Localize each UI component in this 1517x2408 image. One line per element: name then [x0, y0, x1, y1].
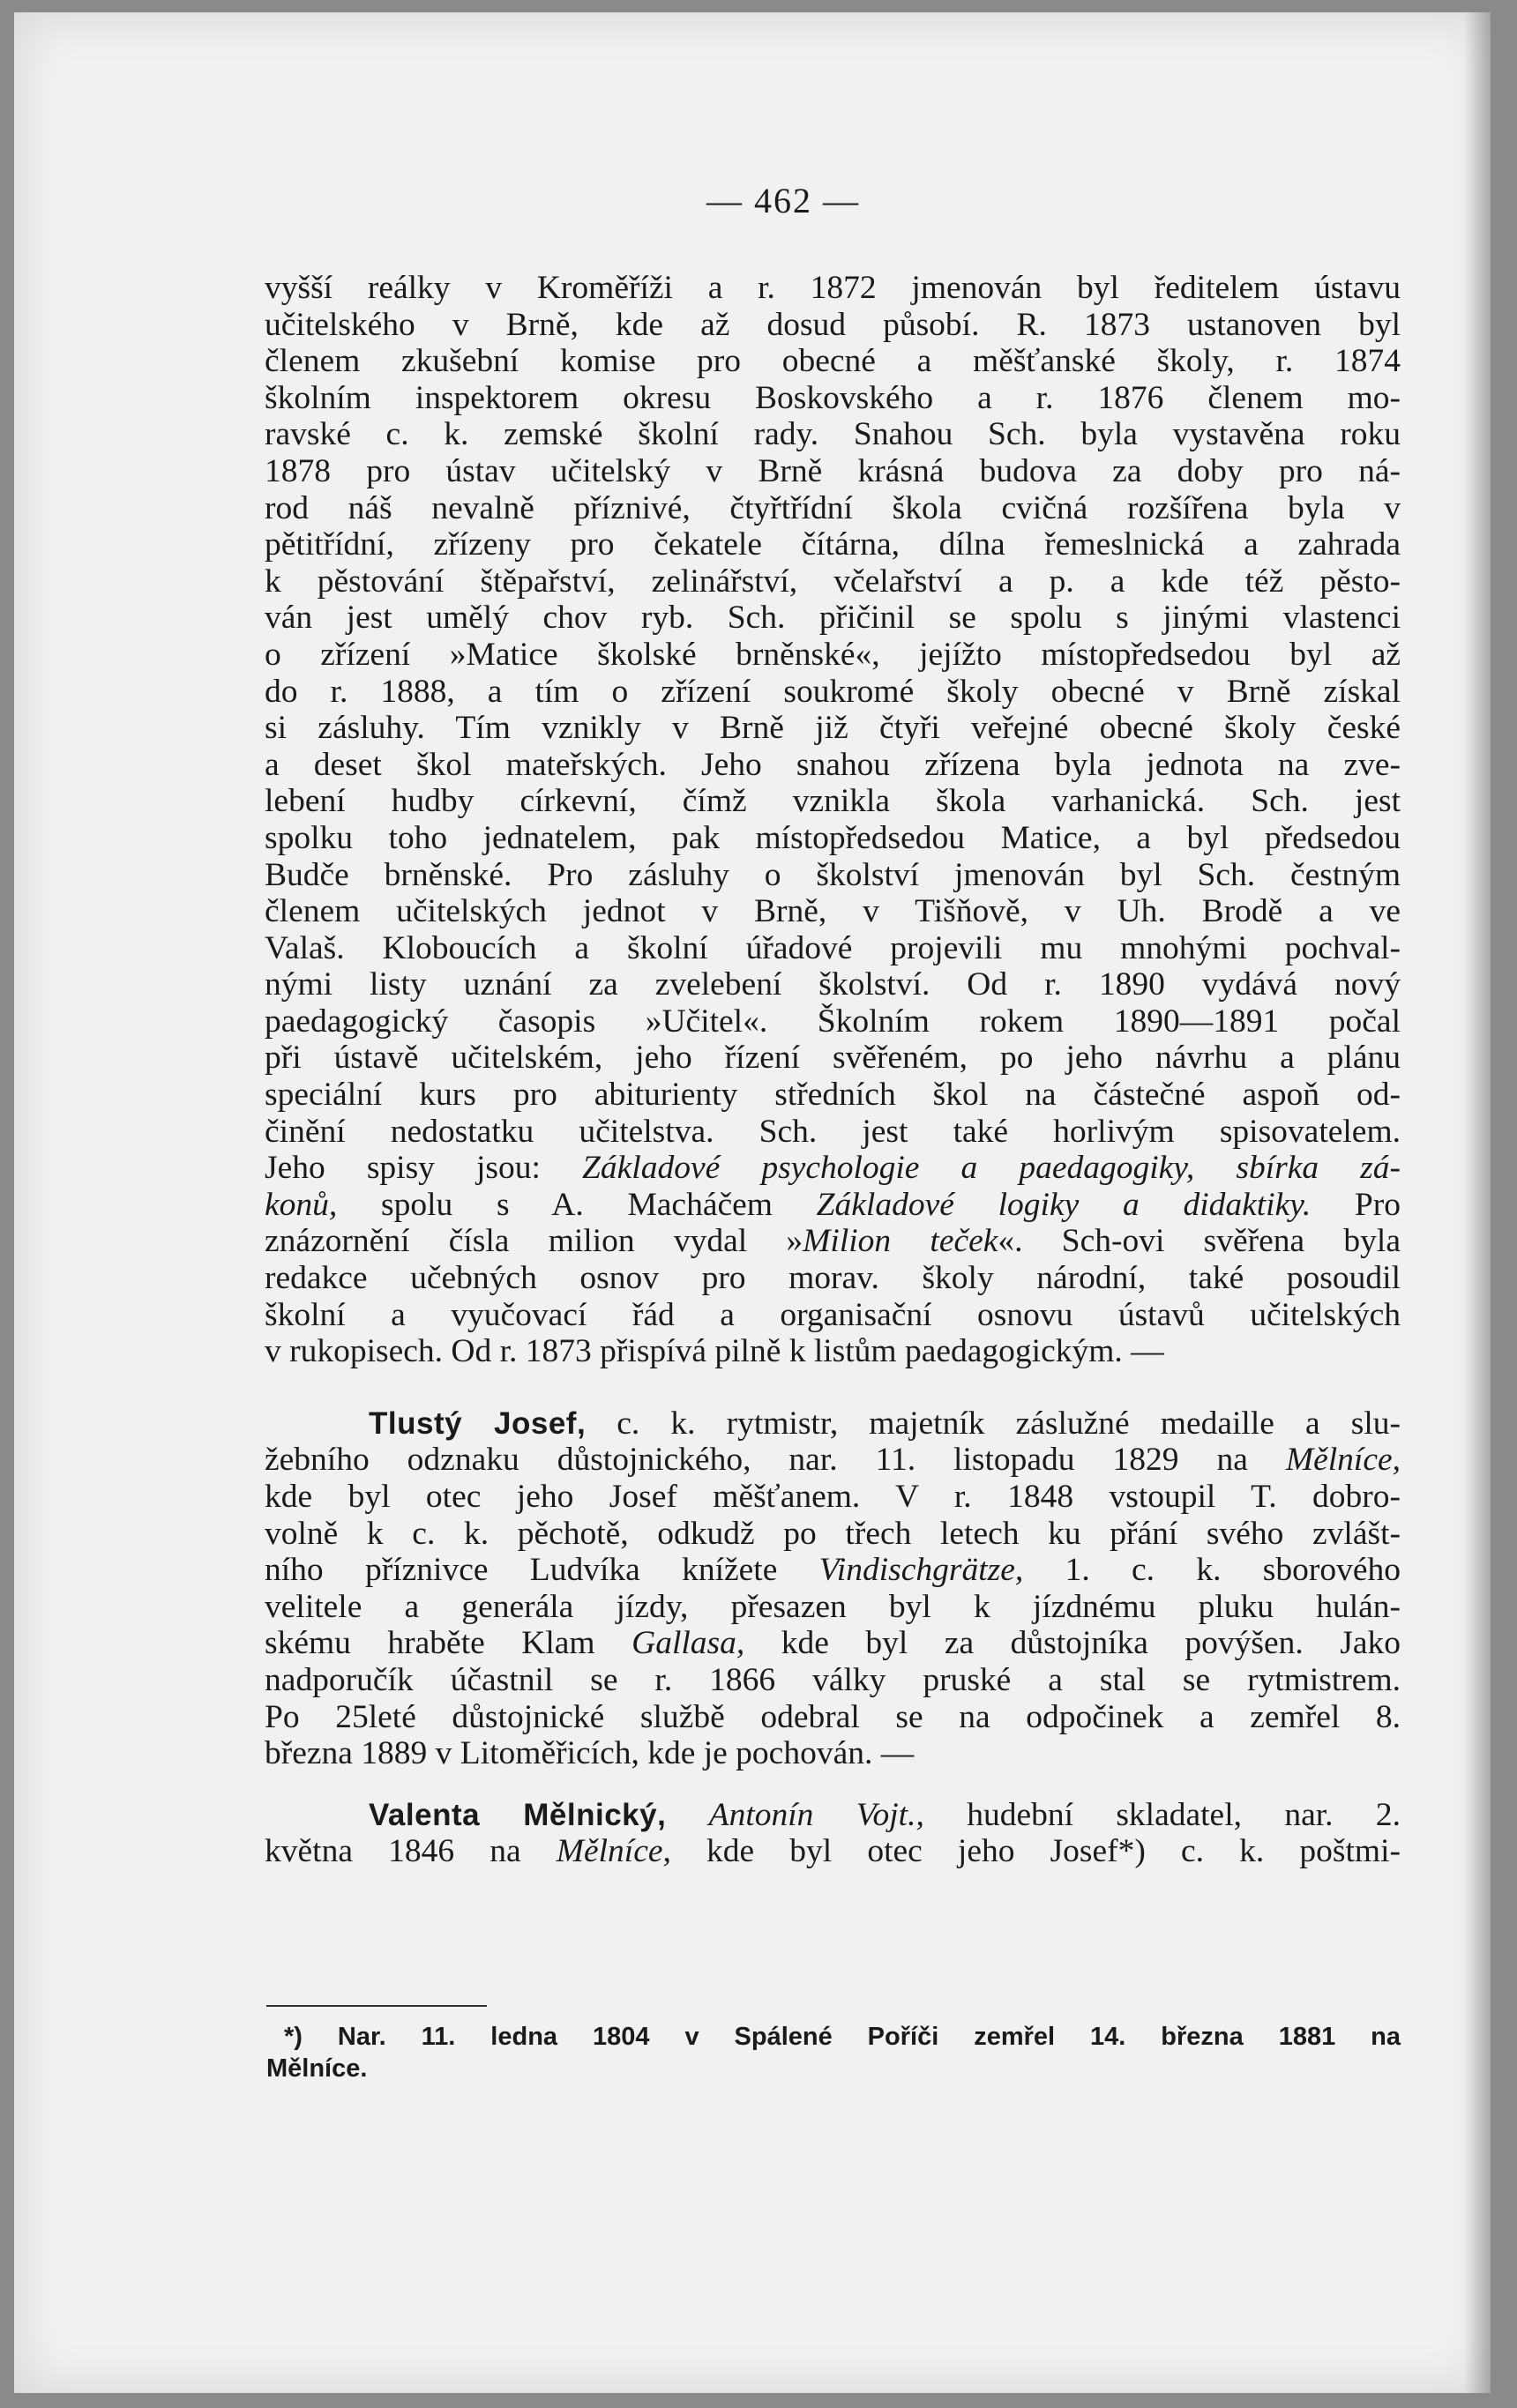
book-title: Základové logiky a didaktiky.: [816, 1186, 1311, 1223]
text-line: lebení hudby církevní, čímž vznikla škola varhanická. Sch. jest: [265, 783, 1401, 820]
entry-name: Valenta Mělnický,: [369, 1797, 667, 1832]
person-name: Vindischgrätze,: [818, 1552, 1024, 1589]
person-name: Gallasa,: [631, 1625, 745, 1662]
text-line: Valaš. Kloboucích a školní úřadové projevili mu mnohými pochval-: [265, 929, 1401, 966]
text-line: si zásluhy. Tím vznikly v Brně již čtyři veřejné obecné školy české: [265, 710, 1401, 747]
entry-valenta: Valenta Mělnický, Antonín Vojt., hudební skladatel, nar. 2. května 1846 na Mělníce, kde byl otec jeho Josef*) c. k. poštmi-: [265, 1796, 1401, 1870]
text-line: při ústavě učitelském, jeho řízení svěřeném, po jeho návrhu a plánu: [265, 1040, 1401, 1077]
footnote-rule: [266, 2005, 487, 2007]
text-line: rod náš nevalně příznivé, čtyřtřídní škola cvičná rozšířena byla v: [265, 489, 1401, 526]
entry-tlusty: Tlustý Josef, c. k. rytmistr, majetník záslužné medaille a slu- žebního odznaku důstojnického, nar. 11. listopadu 1829 na Mělníce, kde byl otec jeho Josef měšťanem. V r. 1848 vstoupil T. dobro- volně k c. k. pěchotě, odkudž po třech letech ku přání svého zvlášt- ního příznivce Ludvíka knížete Vindischgrätze, 1. c. k. sborového velitele a generála jízdy, přesazen byl k jízdnému pluku hulán- skému hraběte Klam Gallasa, kde byl za důstojníka povýšen. Jako nadporučík účastnil se r. 1866 války pruské a stal se rytmistrem. Po 25leté důstojnické službě odebral se na odpočinek a zemřel 8. března 1889 v Litoměřicích, kde je pochován. —: [265, 1405, 1401, 1772]
text-line: členem učitelských jednot v Brně, v Tišňově, v Uh. Brodě a ve: [265, 893, 1401, 930]
paragraph-schwarz: [265, 270, 1401, 1187]
text-line: k pěstování štěpařství, zelinářství, včelařství a p. a kde též pěsto-: [265, 563, 1401, 600]
book-title: konů,: [265, 1186, 338, 1223]
page-number: — 462 —: [706, 181, 860, 220]
text-line: speciální kurs pro abiturienty středních škol na částečné aspoň od-: [265, 1077, 1401, 1114]
text-line: pětitřídní, zřízeny pro čekatele čítárna, dílna řemeslnická a zahrada: [265, 526, 1401, 563]
book-title: Základové psychologie a paedagogiky, sbírka zá-: [582, 1150, 1401, 1187]
text-line: 1878 pro ústav učitelský v Brně krásná budova za doby pro ná-: [265, 452, 1401, 489]
text-line: činění nedostatku učitelstva. Sch. jest také horlivým spisovatelem.: [265, 1113, 1401, 1150]
text-line: školní a vyučovací řád a organisační osnovu ústavů učitelských: [265, 1296, 1401, 1333]
text-line: v rukopisech. Od r. 1873 přispívá pilně k listům paedagogickým. —: [265, 1333, 1164, 1370]
place-name: Mělníce,: [1285, 1442, 1401, 1479]
book-page: [14, 12, 1491, 2393]
text-line: redakce učebných osnov pro morav. školy národní, také posoudil: [265, 1260, 1401, 1297]
text-line: a deset škol mateřských. Jeho snahou zřízena byla jednota na zve-: [265, 746, 1401, 783]
text-line: nými listy uznání za zvelebení školství. Od r. 1890 vydává nový: [265, 966, 1401, 1003]
person-name: Antonín Vojt.,: [708, 1796, 924, 1833]
text-line: znázornění čísla milion vydal »Milion teček«. Sch-ovi svěřena byla: [265, 1223, 1401, 1260]
text-line: paedagogický časopis »Učitel«. Školním rokem 1890—1891 počal: [265, 1003, 1401, 1040]
entry-name: Tlustý Josef,: [369, 1405, 587, 1441]
text-line: Budče brněnské. Pro zásluhy o školství jmenován byl Sch. čestným: [265, 856, 1401, 893]
text-line: učitelského v Brně, kde až dosud působí. R. 1873 ustanoven byl: [265, 306, 1401, 343]
main-text: [265, 270, 1401, 1870]
text-line: Jeho spisy jsou: Základové psychologie a paedagogiky, sbírka zá-: [265, 1150, 1401, 1187]
book-title: Milion teček: [803, 1223, 998, 1260]
place-name: Mělníce,: [556, 1833, 671, 1870]
text-line: vyšší reálky v Kroměříži a r. 1872 jmenován byl ředitelem ústavu: [265, 270, 1401, 306]
text-line: spolku toho jednatelem, pak místopředsedou Matice, a byl předsedou: [265, 819, 1401, 856]
footnote: *) Nar. 11. ledna 1804 v Spálené Poříči zemřel 14. března 1881 na Mělníce.: [266, 2023, 1401, 2083]
paragraph-schwarz-end: [265, 1260, 1401, 1370]
text-line: ván jest umělý chov ryb. Sch. přičinil se spolu s jinými vlastenci: [265, 600, 1401, 637]
text-line: konů, spolu s A. Macháčem Základové logiky a didaktiky. Pro: [265, 1186, 1401, 1223]
text-line: členem zkušební komise pro obecné a měšťanské školy, r. 1874: [265, 343, 1401, 380]
text-line: o zřízení »Matice školské brněnské«, jejížto místopředsedou byl až: [265, 636, 1401, 673]
text-line: školním inspektorem okresu Boskovského a r. 1876 členem mo-: [265, 379, 1401, 416]
text-line: ravské c. k. zemské školní rady. Snahou Sch. byla vystavěna roku: [265, 416, 1401, 453]
text-line: do r. 1888, a tím o zřízení soukromé školy obecné v Brně získal: [265, 673, 1401, 710]
page-edge-shadow: [1464, 12, 1491, 2393]
